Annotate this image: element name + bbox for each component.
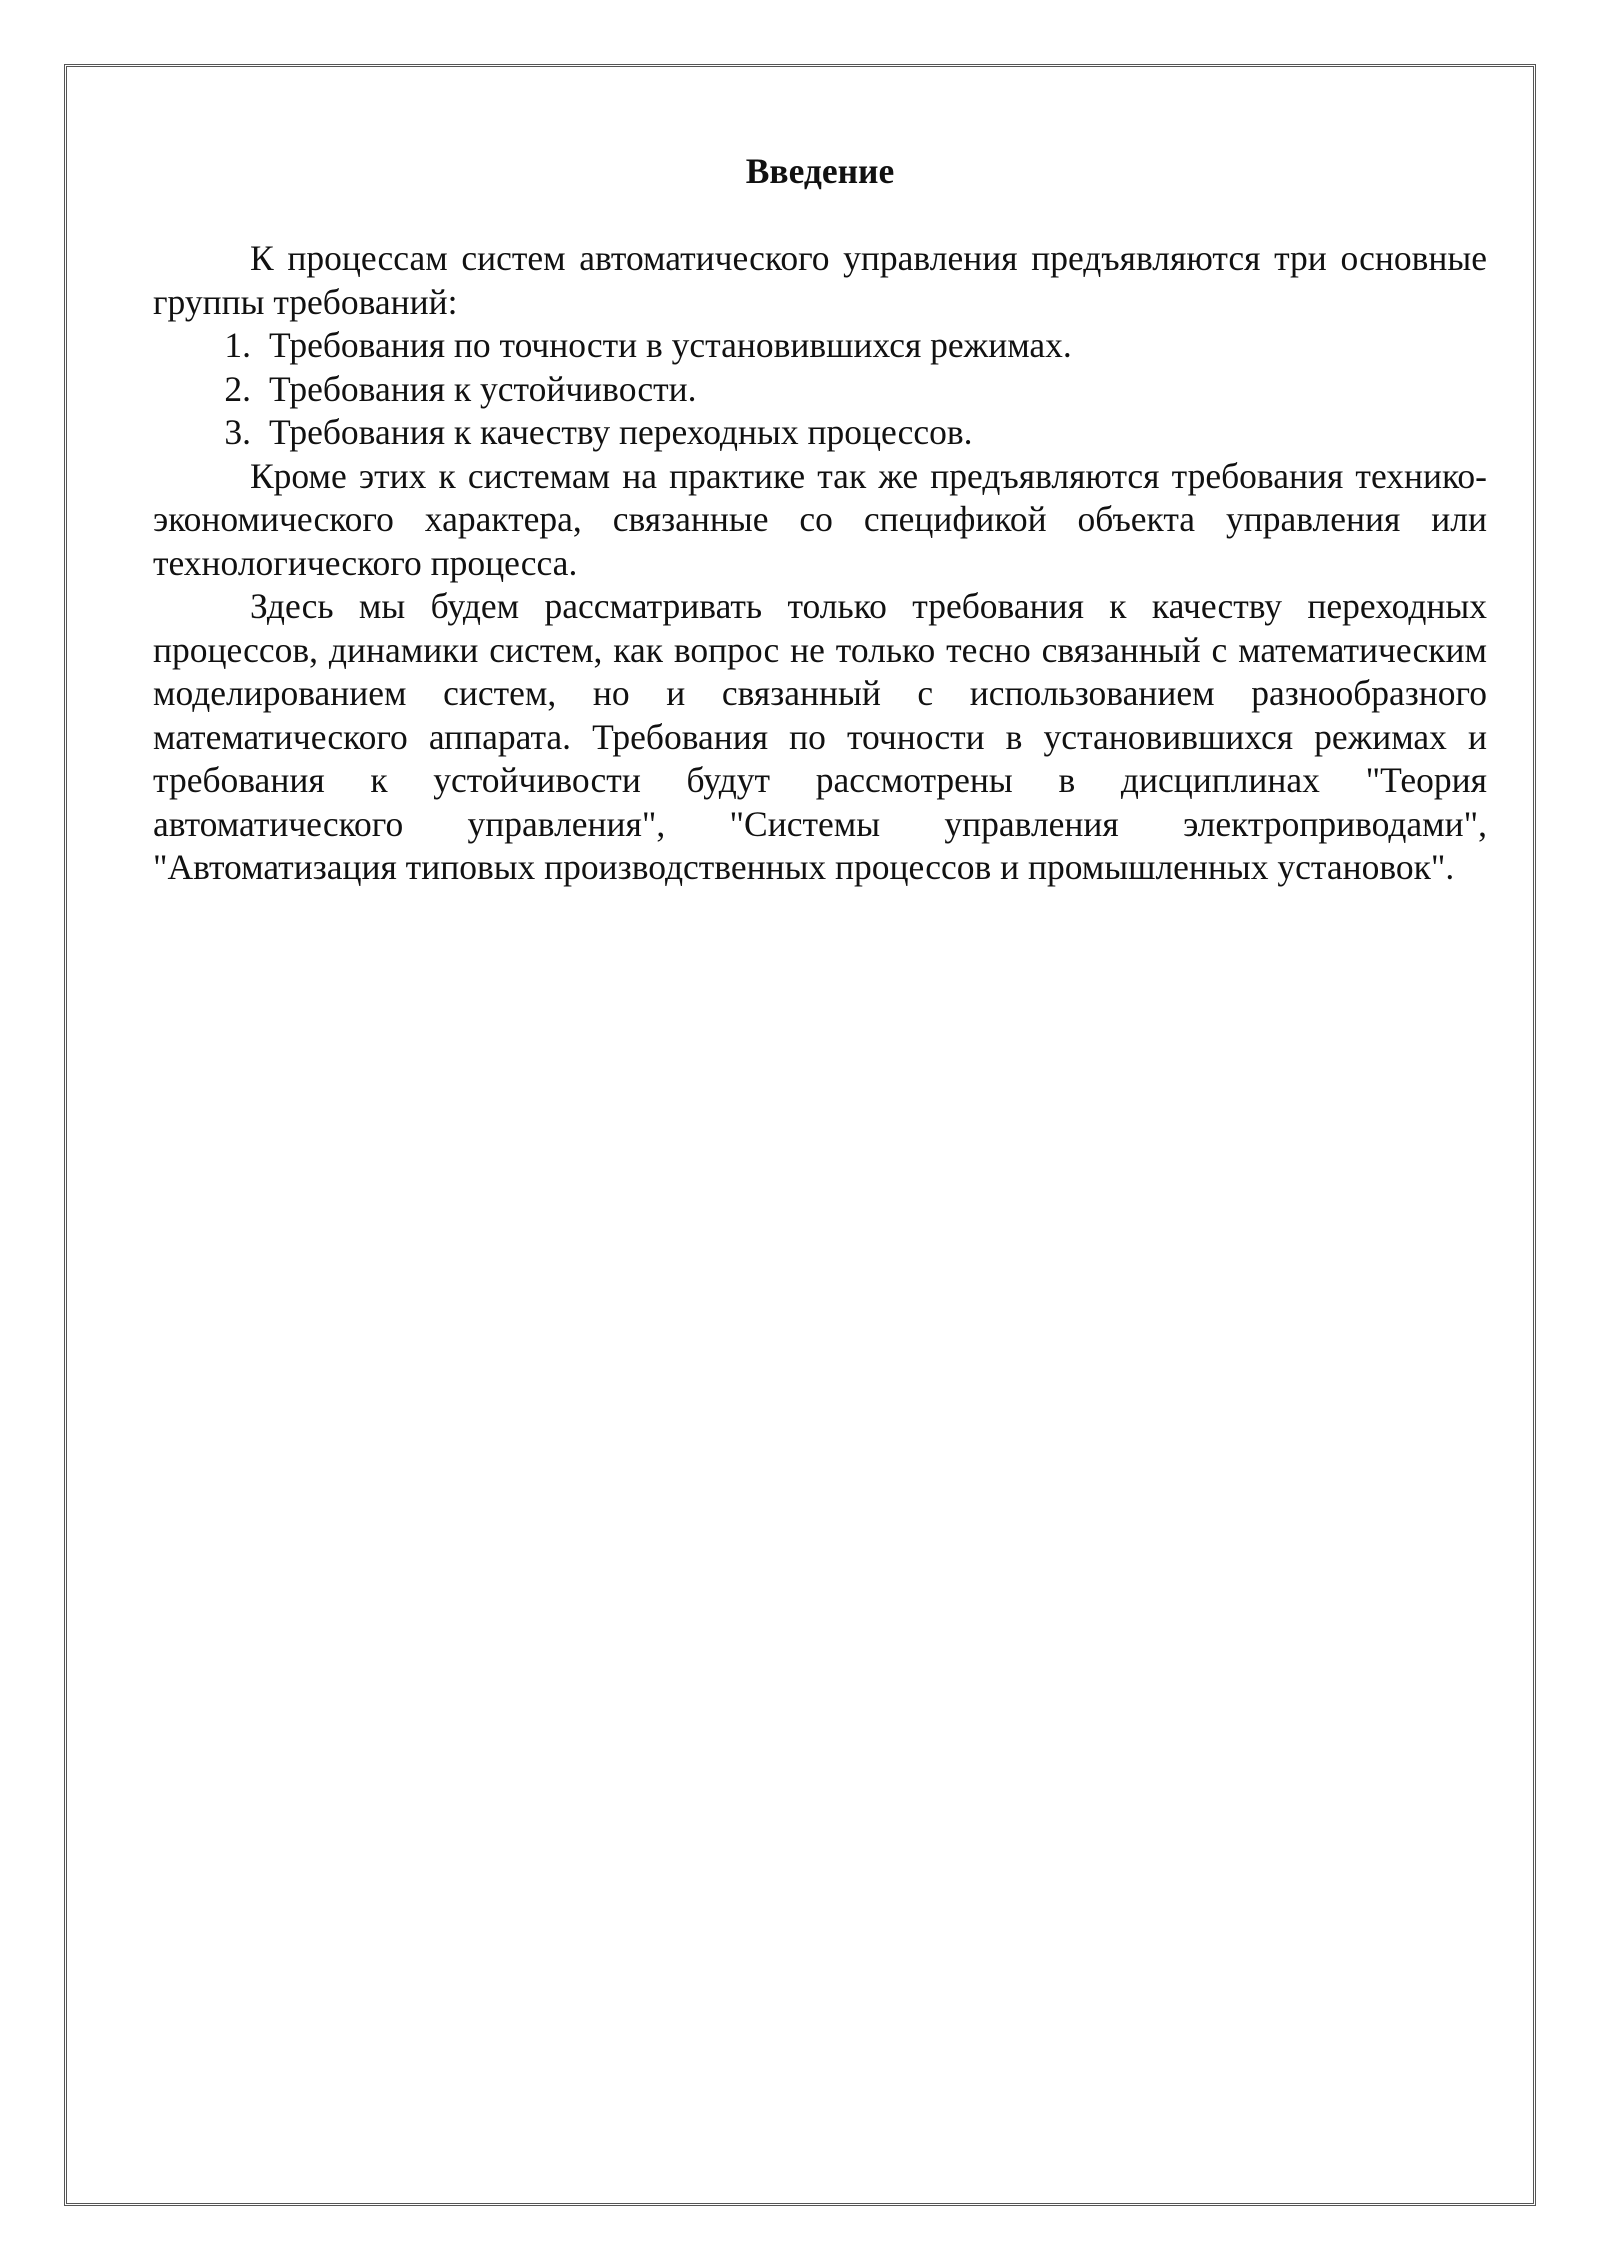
requirements-list <box>153 324 1487 455</box>
scope-paragraph: Здесь мы будем рассматривать только требования к качеству переходных процессов, динамики систем, как вопрос не только тесно связанный с математическим моделированием систем, но и связанный с использованием разнообразного математического аппарата. Требования по точности в установившихся режимах и требования к устойчивости будут рассмотрены в дисциплинах "Теория автоматического управления", "Системы управления электроприводами", "Автоматизация типовых производственных процессов и промышленных установок". <box>153 586 1487 887</box>
list-item-text: Требования к устойчивости. <box>269 368 697 409</box>
document-body <box>153 150 1487 890</box>
list-item-number: 3. <box>224 412 251 452</box>
list-item <box>153 411 1487 455</box>
list-item <box>153 324 1487 368</box>
list-item-text: Требования по точности в установившихся режимах. <box>269 325 1072 365</box>
economic-requirements-paragraph: Кроме этих к системам на практике так же предъявляются требования технико-экономического характера, связанные со спецификой объекта управления или технологического процесса. <box>153 455 1487 583</box>
document-title: Введение <box>745 151 895 191</box>
list-item <box>153 368 1487 412</box>
intro-paragraph: К процессам систем автоматического управления предъявляются три основные группы требований: <box>153 238 1487 322</box>
list-item-text: Требования к качеству переходных процессов. <box>269 412 973 452</box>
list-item-number: 2. <box>224 368 251 409</box>
list-item-number: 1. <box>224 325 251 365</box>
